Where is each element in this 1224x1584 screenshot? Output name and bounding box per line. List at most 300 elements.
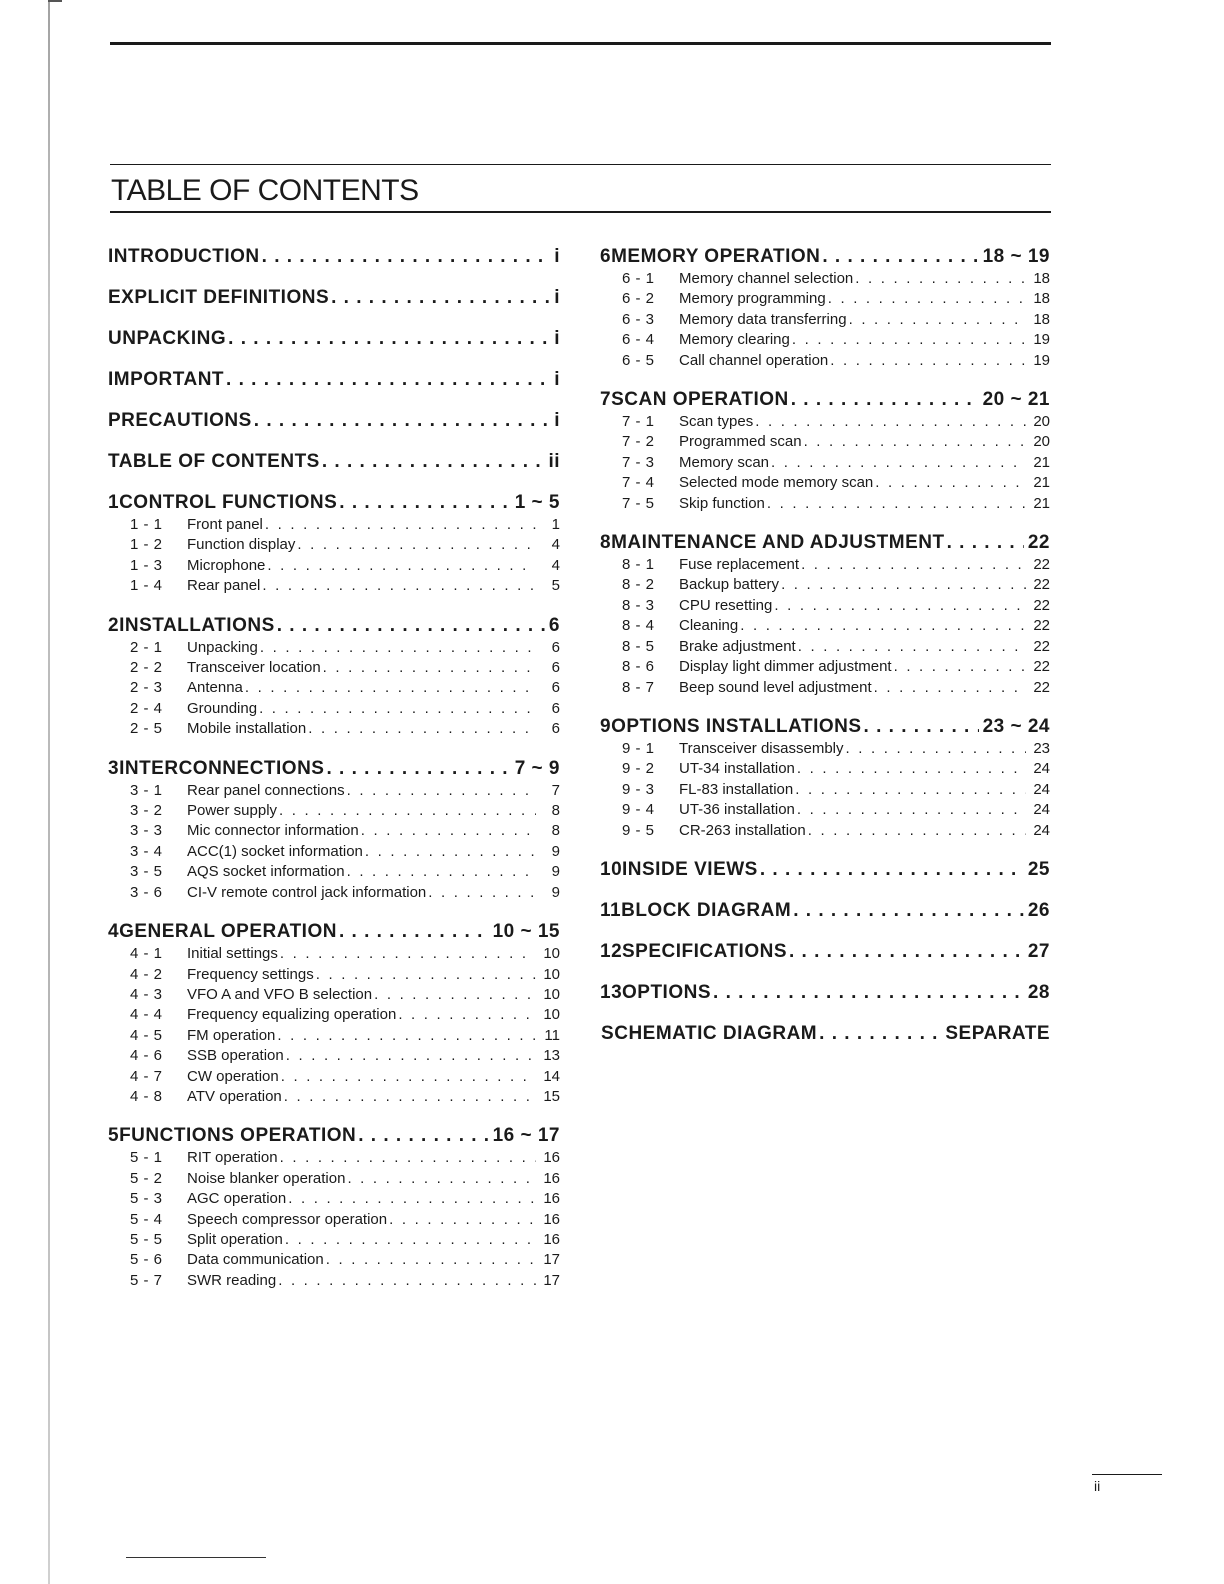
toc-subentry[interactable] xyxy=(600,739,1050,759)
toc-subentry[interactable] xyxy=(600,351,1050,371)
toc-entry[interactable] xyxy=(600,857,1050,882)
toc-subentry[interactable] xyxy=(600,453,1050,473)
entry-gap xyxy=(600,698,1050,714)
entry-gap xyxy=(108,351,560,367)
toc-subentry[interactable] xyxy=(108,1046,560,1066)
dot-leader xyxy=(826,289,1026,309)
toc-entry-page: 1 ~ 5 xyxy=(514,492,560,513)
toc-subentry-title: Selected mode memory scan xyxy=(679,474,874,492)
toc-subentry[interactable] xyxy=(600,759,1050,779)
toc-subentry-number: 8 - 5 xyxy=(622,637,655,655)
toc-subentry-page: 24 xyxy=(1033,760,1050,778)
toc-subentry-number: 9 - 2 xyxy=(622,760,655,778)
toc-subentry-title: Initial settings xyxy=(187,945,278,963)
toc-subentry[interactable] xyxy=(108,781,560,801)
toc-subentry[interactable] xyxy=(108,576,560,596)
toc-entry-number: 13 xyxy=(600,981,623,1003)
toc-subentry-number: 1 - 3 xyxy=(130,556,163,574)
toc-subentry-title: Transceiver disassembly xyxy=(679,739,844,757)
toc-subentry-title: Memory channel selection xyxy=(679,270,854,287)
dot-leader xyxy=(765,494,1026,514)
toc-subentry[interactable] xyxy=(108,1189,560,1209)
toc-subentry-page: 18 xyxy=(1033,290,1050,308)
toc-subentry[interactable] xyxy=(108,678,560,698)
toc-subentry-number: 8 - 6 xyxy=(622,658,655,676)
toc-entry-title: PRECAUTIONS xyxy=(108,410,252,431)
toc-entry-number: 7 xyxy=(600,389,612,411)
toc-subentry-page: 18 xyxy=(1033,310,1050,328)
toc-subentry-title: Rear panel xyxy=(187,577,261,595)
toc-subentry-page: 20 xyxy=(1033,413,1050,431)
toc-subentry[interactable] xyxy=(600,575,1050,595)
toc-entry-title: TABLE OF CONTENTS xyxy=(108,451,320,472)
toc-entry[interactable] xyxy=(108,490,560,515)
toc-subentry-title: Noise blanker operation xyxy=(187,1169,346,1187)
dot-leader xyxy=(321,658,536,678)
toc-subentry-title: Mic connector information xyxy=(187,822,359,840)
toc-subentry[interactable] xyxy=(600,596,1050,616)
dot-leader xyxy=(277,801,536,821)
toc-entry[interactable] xyxy=(600,1021,1050,1046)
toc-entry-title: INTERCONNECTIONS xyxy=(119,757,325,779)
toc-subentry-title: VFO A and VFO B selection xyxy=(187,985,373,1003)
toc-subentry-number: 9 - 3 xyxy=(622,780,655,798)
dot-leader xyxy=(263,515,536,535)
dot-leader xyxy=(356,1123,488,1148)
toc-subentry[interactable] xyxy=(600,432,1050,452)
page-number: ii xyxy=(1094,1478,1101,1494)
dot-leader xyxy=(275,613,545,638)
toc-entry-page: 27 xyxy=(1027,940,1050,962)
dot-leader xyxy=(265,556,536,576)
toc-subentry-title: Brake adjustment xyxy=(679,637,796,655)
dot-leader xyxy=(224,367,550,392)
toc-subentry-title: Memory clearing xyxy=(679,331,790,349)
dot-leader xyxy=(324,756,510,781)
toc-subentry-number: 4 - 1 xyxy=(130,945,163,963)
dot-leader xyxy=(872,678,1026,698)
footer-rule xyxy=(126,1557,266,1558)
toc-subentry-number: 2 - 1 xyxy=(130,638,163,656)
toc-entry[interactable] xyxy=(108,285,560,310)
dot-leader xyxy=(772,596,1026,616)
toc-subentry-page: 24 xyxy=(1033,821,1050,839)
entry-gap xyxy=(108,310,560,326)
toc-entry-page: 26 xyxy=(1027,899,1050,921)
toc-subentry-number: 5 - 6 xyxy=(130,1251,163,1269)
toc-subentry-title: UT-36 installation xyxy=(679,801,795,819)
toc-subentry[interactable] xyxy=(108,862,560,882)
toc-subentry-number: 3 - 1 xyxy=(130,781,163,799)
toc-subentry-title: Data communication xyxy=(187,1251,324,1269)
toc-subentry-title: Frequency equalizing operation xyxy=(187,1006,397,1024)
toc-entry[interactable] xyxy=(600,898,1050,923)
toc-subentry[interactable] xyxy=(108,1250,560,1270)
dot-leader xyxy=(802,432,1026,452)
dot-leader xyxy=(252,408,550,433)
toc-subentry-number: 5 - 4 xyxy=(130,1210,163,1228)
toc-subentry-title: Call channel operation xyxy=(679,351,829,369)
page-scan-edge xyxy=(48,0,50,1584)
toc-subentry[interactable] xyxy=(600,780,1050,800)
toc-subentry[interactable] xyxy=(108,658,560,678)
toc-entry-page: i xyxy=(554,410,560,431)
toc-subentry-page: 15 xyxy=(543,1087,560,1105)
toc-subentry-page: 22 xyxy=(1033,637,1050,655)
dot-leader xyxy=(278,944,536,964)
toc-entry-page: 16 ~ 17 xyxy=(492,1125,560,1147)
dot-leader xyxy=(283,1230,536,1250)
dot-leader xyxy=(779,575,1026,595)
toc-subentry-page: 6 xyxy=(551,699,560,717)
toc-subentry[interactable] xyxy=(600,473,1050,493)
toc-entry-page: 10 ~ 15 xyxy=(492,921,560,943)
toc-subentry[interactable] xyxy=(108,1148,560,1168)
dot-leader xyxy=(806,821,1026,841)
toc-subentry-title: Power supply xyxy=(187,802,278,820)
dot-leader xyxy=(862,714,979,739)
entry-gap xyxy=(600,964,1050,980)
toc-subentry-page: 9 xyxy=(551,863,560,881)
toc-entry[interactable] xyxy=(600,530,1050,555)
toc-subentry[interactable] xyxy=(600,412,1050,432)
toc-subentry-title: Unpacking xyxy=(187,638,258,656)
toc-subentry[interactable] xyxy=(108,883,560,903)
toc-subentry-page: 22 xyxy=(1033,617,1050,635)
dot-leader xyxy=(828,351,1026,371)
entry-gap xyxy=(108,269,560,285)
toc-subentry-number: 1 - 1 xyxy=(130,516,163,533)
dot-leader xyxy=(345,862,536,882)
dot-leader xyxy=(426,883,536,903)
toc-entry[interactable] xyxy=(108,449,560,474)
toc-subentry-page: 11 xyxy=(544,1026,560,1044)
toc-subentry-page: 14 xyxy=(543,1067,560,1085)
toc-entry-title: OPTIONS INSTALLATIONS xyxy=(611,715,862,737)
dot-leader xyxy=(314,965,536,985)
toc-subentry-page: 6 xyxy=(551,659,560,677)
dot-leader xyxy=(796,637,1026,657)
toc-subentry[interactable] xyxy=(108,699,560,719)
toc-subentry-title: RIT operation xyxy=(187,1149,278,1167)
toc-subentry-page: 10 xyxy=(543,965,560,983)
toc-entry[interactable] xyxy=(108,408,560,433)
toc-entry-title: BLOCK DIAGRAM xyxy=(621,899,792,921)
toc-entry-page: i xyxy=(554,287,560,308)
toc-subentry-number: 5 - 3 xyxy=(130,1190,163,1208)
toc-entry[interactable] xyxy=(600,714,1050,739)
toc-subentry-title: Memory scan xyxy=(679,453,770,471)
toc-subentry-number: 7 - 5 xyxy=(622,494,655,512)
toc-subentry-page: 4 xyxy=(551,536,560,554)
dot-leader xyxy=(738,616,1026,636)
toc-subentry-title: Cleaning xyxy=(679,617,739,635)
dot-leader xyxy=(284,1046,536,1066)
toc-subentry-number: 7 - 3 xyxy=(622,453,655,471)
toc-left-column xyxy=(108,244,560,1291)
toc-subentry[interactable] xyxy=(108,719,560,739)
toc-entry-number: 5 xyxy=(108,1125,120,1147)
toc-subentry-number: 1 - 2 xyxy=(130,536,163,554)
entry-gap xyxy=(108,597,560,613)
toc-subentry[interactable] xyxy=(108,1169,560,1189)
toc-subentry-page: 16 xyxy=(543,1169,560,1187)
dot-leader xyxy=(892,657,1026,677)
toc-subentry-title: Mobile installation xyxy=(187,720,307,738)
toc-subentry-number: 4 - 2 xyxy=(130,965,163,983)
toc-subentry[interactable] xyxy=(600,657,1050,677)
toc-entry-page: 18 ~ 19 xyxy=(982,246,1050,267)
toc-subentry-title: Display light dimmer adjustment xyxy=(679,658,892,676)
toc-subentry-page: 16 xyxy=(543,1190,560,1208)
page-corner-mark xyxy=(48,0,62,2)
dot-leader xyxy=(324,1250,536,1270)
toc-entry[interactable] xyxy=(600,387,1050,412)
dot-leader xyxy=(795,759,1026,779)
dot-leader xyxy=(769,453,1026,473)
toc-subentry[interactable] xyxy=(600,269,1050,289)
toc-subentry-number: 5 - 1 xyxy=(130,1149,163,1167)
toc-entry[interactable] xyxy=(108,1123,560,1148)
dot-leader xyxy=(359,821,536,841)
toc-subentry-title: Backup battery xyxy=(679,576,780,594)
toc-subentry-page: 21 xyxy=(1033,474,1050,492)
toc-subentry-page: 22 xyxy=(1033,658,1050,676)
toc-subentry-number: 6 - 3 xyxy=(622,310,655,328)
toc-subentry-number: 5 - 2 xyxy=(130,1169,163,1187)
toc-subentry[interactable] xyxy=(600,330,1050,350)
toc-subentry-page: 9 xyxy=(551,842,560,860)
toc-subentry-title: CPU resetting xyxy=(679,596,773,614)
toc-subentry-number: 6 - 1 xyxy=(622,270,655,287)
toc-subentry[interactable] xyxy=(600,637,1050,657)
toc-entry-title: FUNCTIONS OPERATION xyxy=(119,1125,357,1147)
toc-subentry-page: 22 xyxy=(1033,596,1050,614)
dot-leader xyxy=(278,1148,536,1168)
toc-subentry-page: 5 xyxy=(551,577,560,595)
toc-subentry-page: 23 xyxy=(1033,739,1050,757)
toc-subentry-number: 6 - 2 xyxy=(622,290,655,308)
toc-subentry-number: 7 - 1 xyxy=(622,413,655,431)
toc-subentry-title: Scan types xyxy=(679,413,754,431)
toc-entry-number: 8 xyxy=(600,532,612,554)
toc-entry[interactable] xyxy=(108,756,560,781)
dot-leader xyxy=(844,739,1027,759)
toc-entry-number: 3 xyxy=(108,757,120,779)
toc-subentry-number: 4 - 3 xyxy=(130,985,163,1003)
toc-subentry[interactable] xyxy=(108,638,560,658)
dot-leader xyxy=(758,857,1024,882)
toc-entry-title: IMPORTANT xyxy=(108,369,225,390)
toc-entry-number: 2 xyxy=(108,614,120,636)
toc-entry-title: INSTALLATIONS xyxy=(119,614,275,636)
entry-gap xyxy=(108,392,560,408)
toc-subentry[interactable] xyxy=(108,535,560,555)
toc-subentry-title: Transceiver location xyxy=(187,659,321,677)
toc-subentry[interactable] xyxy=(600,555,1050,575)
toc-entry-title: CONTROL FUNCTIONS xyxy=(119,492,338,513)
entry-gap xyxy=(600,923,1050,939)
toc-entry-title: OPTIONS xyxy=(622,981,712,1003)
toc-subentry-title: Frequency settings xyxy=(187,965,314,983)
dot-leader xyxy=(275,1026,536,1046)
toc-subentry-number: 4 - 6 xyxy=(130,1047,163,1065)
toc-entry-number: 4 xyxy=(108,921,120,943)
toc-entry[interactable] xyxy=(600,980,1050,1005)
toc-subentry[interactable] xyxy=(108,1271,560,1291)
dot-leader xyxy=(945,530,1024,555)
toc-subentry-page: 7 xyxy=(551,781,560,799)
dot-leader xyxy=(387,1210,536,1230)
toc-entry-page: i xyxy=(554,246,560,267)
toc-subentry-title: CR-263 installation xyxy=(679,821,806,839)
toc-subentry-title: ACC(1) socket information xyxy=(187,842,363,860)
toc-entry[interactable] xyxy=(108,326,560,351)
toc-subentry-number: 2 - 2 xyxy=(130,659,163,677)
entry-gap xyxy=(600,371,1050,387)
toc-subentry-page: 6 xyxy=(551,679,560,697)
toc-subentry-number: 3 - 4 xyxy=(130,842,163,860)
toc-subentry-title: SWR reading xyxy=(187,1271,277,1289)
toc-subentry-number: 2 - 3 xyxy=(130,679,163,697)
toc-entry-number: 10 xyxy=(600,858,623,880)
toc-subentry[interactable] xyxy=(108,1067,560,1087)
toc-subentry-page: 22 xyxy=(1033,556,1050,574)
toc-subentry-number: 8 - 4 xyxy=(622,617,655,635)
toc-subentry-number: 8 - 1 xyxy=(622,556,655,574)
toc-subentry-page: 17 xyxy=(543,1251,560,1269)
toc-subentry-page: 16 xyxy=(543,1210,560,1228)
dot-leader xyxy=(260,576,536,596)
toc-subentry[interactable] xyxy=(108,1210,560,1230)
dot-leader xyxy=(363,842,536,862)
toc-subentry-page: 22 xyxy=(1033,576,1050,594)
entry-gap xyxy=(600,514,1050,530)
toc-subentry-page: 10 xyxy=(543,1006,560,1024)
dot-leader xyxy=(820,244,978,269)
toc-subentry-title: CI-V remote control jack information xyxy=(187,883,427,901)
toc-subentry-number: 5 - 5 xyxy=(130,1230,163,1248)
dot-leader xyxy=(345,781,536,801)
header-rule xyxy=(110,42,1051,45)
toc-subentry-page: 16 xyxy=(543,1230,560,1248)
toc-subentry-title: Grounding xyxy=(187,699,258,717)
toc-entry[interactable] xyxy=(108,367,560,392)
toc-subentry-page: 4 xyxy=(551,556,560,574)
toc-subentry-title: Memory programming xyxy=(679,290,826,308)
toc-subentry[interactable] xyxy=(108,985,560,1005)
toc-subentry[interactable] xyxy=(108,821,560,841)
entry-gap xyxy=(108,474,560,490)
dot-leader xyxy=(817,1021,941,1046)
toc-subentry[interactable] xyxy=(600,821,1050,841)
toc-entry[interactable] xyxy=(108,244,560,269)
toc-subentry-number: 8 - 7 xyxy=(622,678,655,696)
toc-subentry-number: 5 - 7 xyxy=(130,1271,163,1289)
entry-gap xyxy=(600,841,1050,857)
toc-subentry-title: Memory data transferring xyxy=(679,310,847,328)
toc-subentry-page: 22 xyxy=(1033,678,1050,696)
dot-leader xyxy=(226,326,550,351)
dot-leader xyxy=(799,555,1026,575)
toc-subentry-number: 4 - 7 xyxy=(130,1067,163,1085)
toc-subentry[interactable] xyxy=(108,965,560,985)
toc-entry[interactable] xyxy=(108,919,560,944)
toc-subentry-number: 4 - 5 xyxy=(130,1026,163,1044)
toc-subentry[interactable] xyxy=(108,1230,560,1250)
dot-leader xyxy=(282,1087,536,1107)
toc-subentry-page: 8 xyxy=(551,802,560,820)
dot-leader xyxy=(753,412,1026,432)
toc-subentry-number: 1 - 4 xyxy=(130,577,163,595)
dot-leader xyxy=(793,780,1026,800)
toc-entry[interactable] xyxy=(600,244,1050,269)
toc-subentry-number: 2 - 4 xyxy=(130,699,163,717)
dot-leader xyxy=(789,387,979,412)
page-number-rule xyxy=(1092,1474,1162,1475)
toc-subentry[interactable] xyxy=(600,800,1050,820)
toc-subentry[interactable] xyxy=(108,801,560,821)
toc-subentry-title: FM operation xyxy=(187,1026,276,1044)
toc-subentry[interactable] xyxy=(600,494,1050,514)
toc-subentry[interactable] xyxy=(600,310,1050,330)
toc-subentry[interactable] xyxy=(108,1087,560,1107)
dot-leader xyxy=(279,1067,536,1087)
toc-subentry-number: 9 - 5 xyxy=(622,821,655,839)
toc-subentry-number: 6 - 4 xyxy=(622,331,655,349)
toc-entry-number: 12 xyxy=(600,940,623,962)
toc-subentry[interactable] xyxy=(108,556,560,576)
toc-subentry[interactable] xyxy=(600,289,1050,309)
toc-subentry-title: Programmed scan xyxy=(679,433,802,451)
toc-subentry[interactable] xyxy=(108,1026,560,1046)
toc-subentry[interactable] xyxy=(108,842,560,862)
toc-entry-page: 7 ~ 9 xyxy=(514,757,560,779)
entry-gap xyxy=(600,882,1050,898)
toc-entry-number: 6 xyxy=(600,246,612,267)
toc-subentry[interactable] xyxy=(108,944,560,964)
toc-entry-title: GENERAL OPERATION xyxy=(119,921,337,943)
toc-entry-title: SPECIFICATIONS xyxy=(622,940,787,962)
dot-leader xyxy=(320,449,545,474)
toc-subentry[interactable] xyxy=(108,515,560,535)
toc-subentry-page: 10 xyxy=(543,945,560,963)
toc-subentry-title: Rear panel connections xyxy=(187,781,345,799)
toc-entry-title: MAINTENANCE AND ADJUSTMENT xyxy=(611,532,945,554)
toc-subentry[interactable] xyxy=(600,678,1050,698)
toc-entry-page: i xyxy=(554,369,560,390)
toc-entry[interactable] xyxy=(600,939,1050,964)
toc-entry[interactable] xyxy=(108,613,560,638)
dot-leader xyxy=(260,244,551,269)
toc-entry-number: 11 xyxy=(600,899,622,921)
toc-subentry-title: AQS socket information xyxy=(187,863,345,881)
toc-subentry-title: Skip function xyxy=(679,494,765,512)
toc-subentry-page: 1 xyxy=(551,516,560,533)
toc-right-column xyxy=(600,244,1050,1046)
toc-subentry-page: 10 xyxy=(543,985,560,1003)
toc-subentry-title: Speech compressor operation xyxy=(187,1210,388,1228)
toc-entry-page: i xyxy=(554,328,560,349)
dot-leader xyxy=(295,535,536,555)
toc-subentry[interactable] xyxy=(108,1005,560,1025)
entry-gap xyxy=(108,903,560,919)
dot-leader xyxy=(345,1169,536,1189)
toc-subentry-title: Antenna xyxy=(187,679,243,697)
toc-entry-number: 9 xyxy=(600,715,612,737)
toc-subentry-title: UT-34 installation xyxy=(679,760,795,778)
toc-subentry[interactable] xyxy=(600,616,1050,636)
